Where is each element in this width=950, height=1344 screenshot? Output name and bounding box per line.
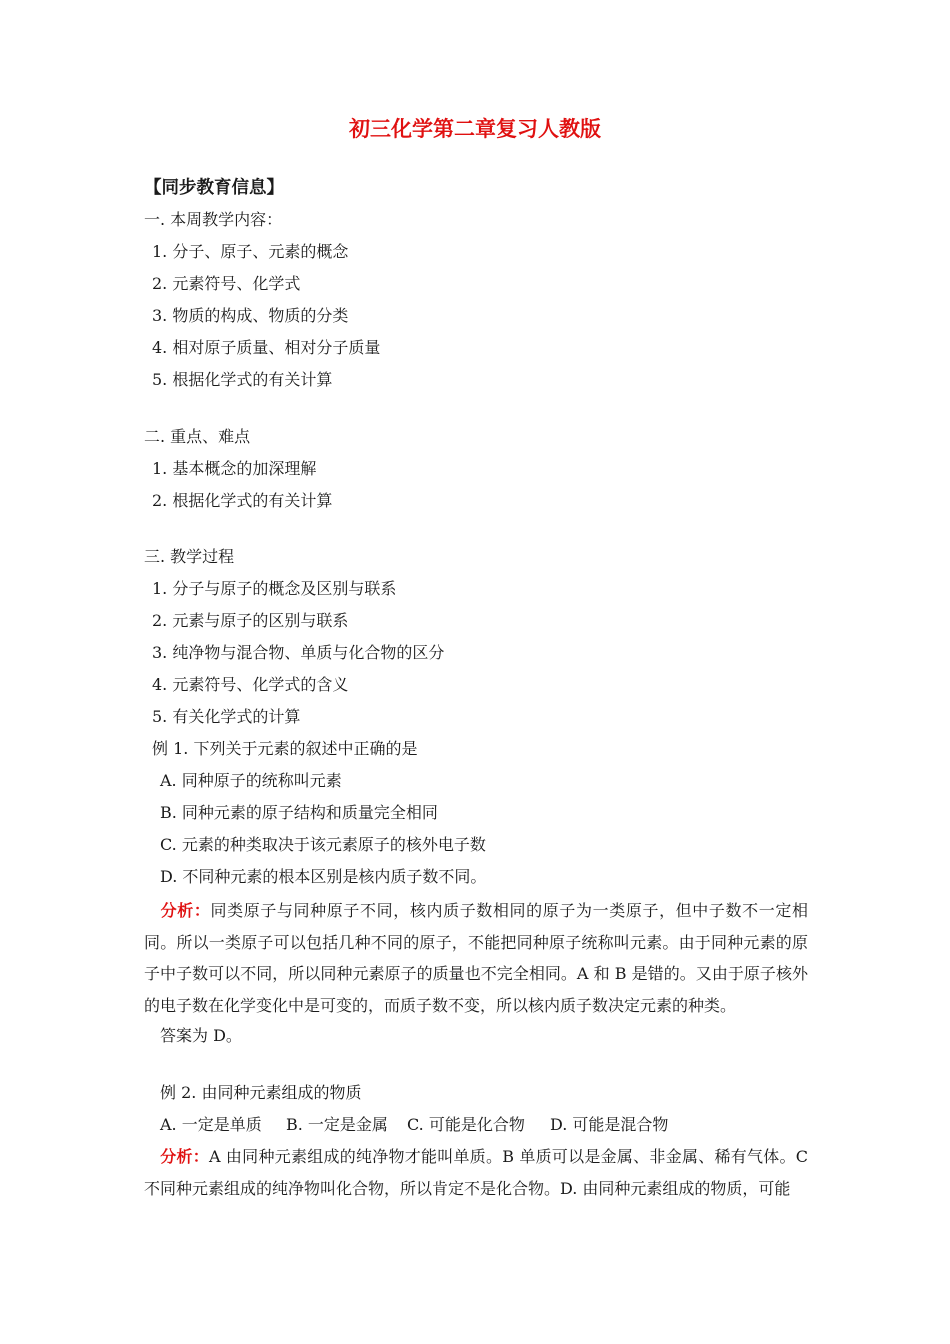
section-heading: 【同步教育信息】 (144, 178, 284, 198)
example-1-analysis (144, 895, 808, 1021)
example-1-option: A. 同种原子的统称叫元素 (160, 771, 342, 790)
analysis-label: 分析： (160, 901, 211, 920)
example-1-option: D. 不同种元素的根本区别是核内质子数不同。 (160, 867, 487, 886)
section-3-item: 5. 有关化学式的计算 (152, 707, 301, 726)
section-1-item: 2. 元素符号、化学式 (152, 274, 301, 293)
example-2-option: B. 一定是金属 (286, 1115, 388, 1134)
document-title: 初三化学第二章复习人教版 (349, 117, 601, 141)
section-3-item: 2. 元素与原子的区别与联系 (152, 611, 349, 630)
section-1-item: 3. 物质的构成、物质的分类 (152, 306, 349, 325)
analysis-text: A 由同种元素组成的纯净物才能叫单质。B 单质可以是金属、非金属、稀有气体。C 不同种元素组成的纯净物叫化合物，所以肯定不是化合物。D. 由同种元素组成的物质，可能 (144, 1147, 808, 1198)
example-2-option: D. 可能是混合物 (550, 1115, 669, 1134)
example-1-answer: 答案为 D。 (160, 1026, 242, 1045)
example-2-option: C. 可能是化合物 (407, 1115, 525, 1134)
example-2-question: 例 2. 由同种元素组成的物质 (160, 1083, 362, 1102)
section-1-title: 一. 本周教学内容： (144, 210, 283, 229)
section-1-item: 4. 相对原子质量、相对分子质量 (152, 338, 381, 357)
example-2-options (160, 1114, 668, 1136)
section-3-item: 1. 分子与原子的概念及区别与联系 (152, 579, 397, 598)
example-1-question: 例 1. 下列关于元素的叙述中正确的是 (152, 739, 418, 758)
section-1-item: 5. 根据化学式的有关计算 (152, 370, 333, 389)
section-3-title: 三. 教学过程 (144, 547, 235, 566)
section-1-item: 1. 分子、原子、元素的概念 (152, 242, 349, 261)
section-3-item: 4. 元素符号、化学式的含义 (152, 675, 349, 694)
example-1-option: C. 元素的种类取决于该元素原子的核外电子数 (160, 835, 486, 854)
example-1-option: B. 同种元素的原子结构和质量完全相同 (160, 803, 438, 822)
analysis-text: 同类原子与同种原子不同，核内质子数相同的原子为一类原子，但中子数不一定相同。所以一类原子可以包括几种不同的原子，不能把同种原子统称叫元素。由于同种元素的原子中子数可以不同，所以同种元素原子的质量也不完全相同。A 和 B 是错的。又由于原子核外的电子数在化学变化中是可变的，而质子数不变，所以核内质子数决定元素的种类。 (144, 901, 808, 1015)
example-2-option: A. 一定是单质 (160, 1115, 262, 1134)
section-2-item: 1. 基本概念的加深理解 (152, 459, 317, 478)
section-3-item: 3. 纯净物与混合物、单质与化合物的区分 (152, 643, 445, 662)
example-2-analysis (144, 1141, 808, 1204)
section-2-title: 二. 重点、难点 (144, 427, 251, 446)
section-2-item: 2. 根据化学式的有关计算 (152, 491, 333, 510)
analysis-label: 分析： (160, 1147, 210, 1166)
